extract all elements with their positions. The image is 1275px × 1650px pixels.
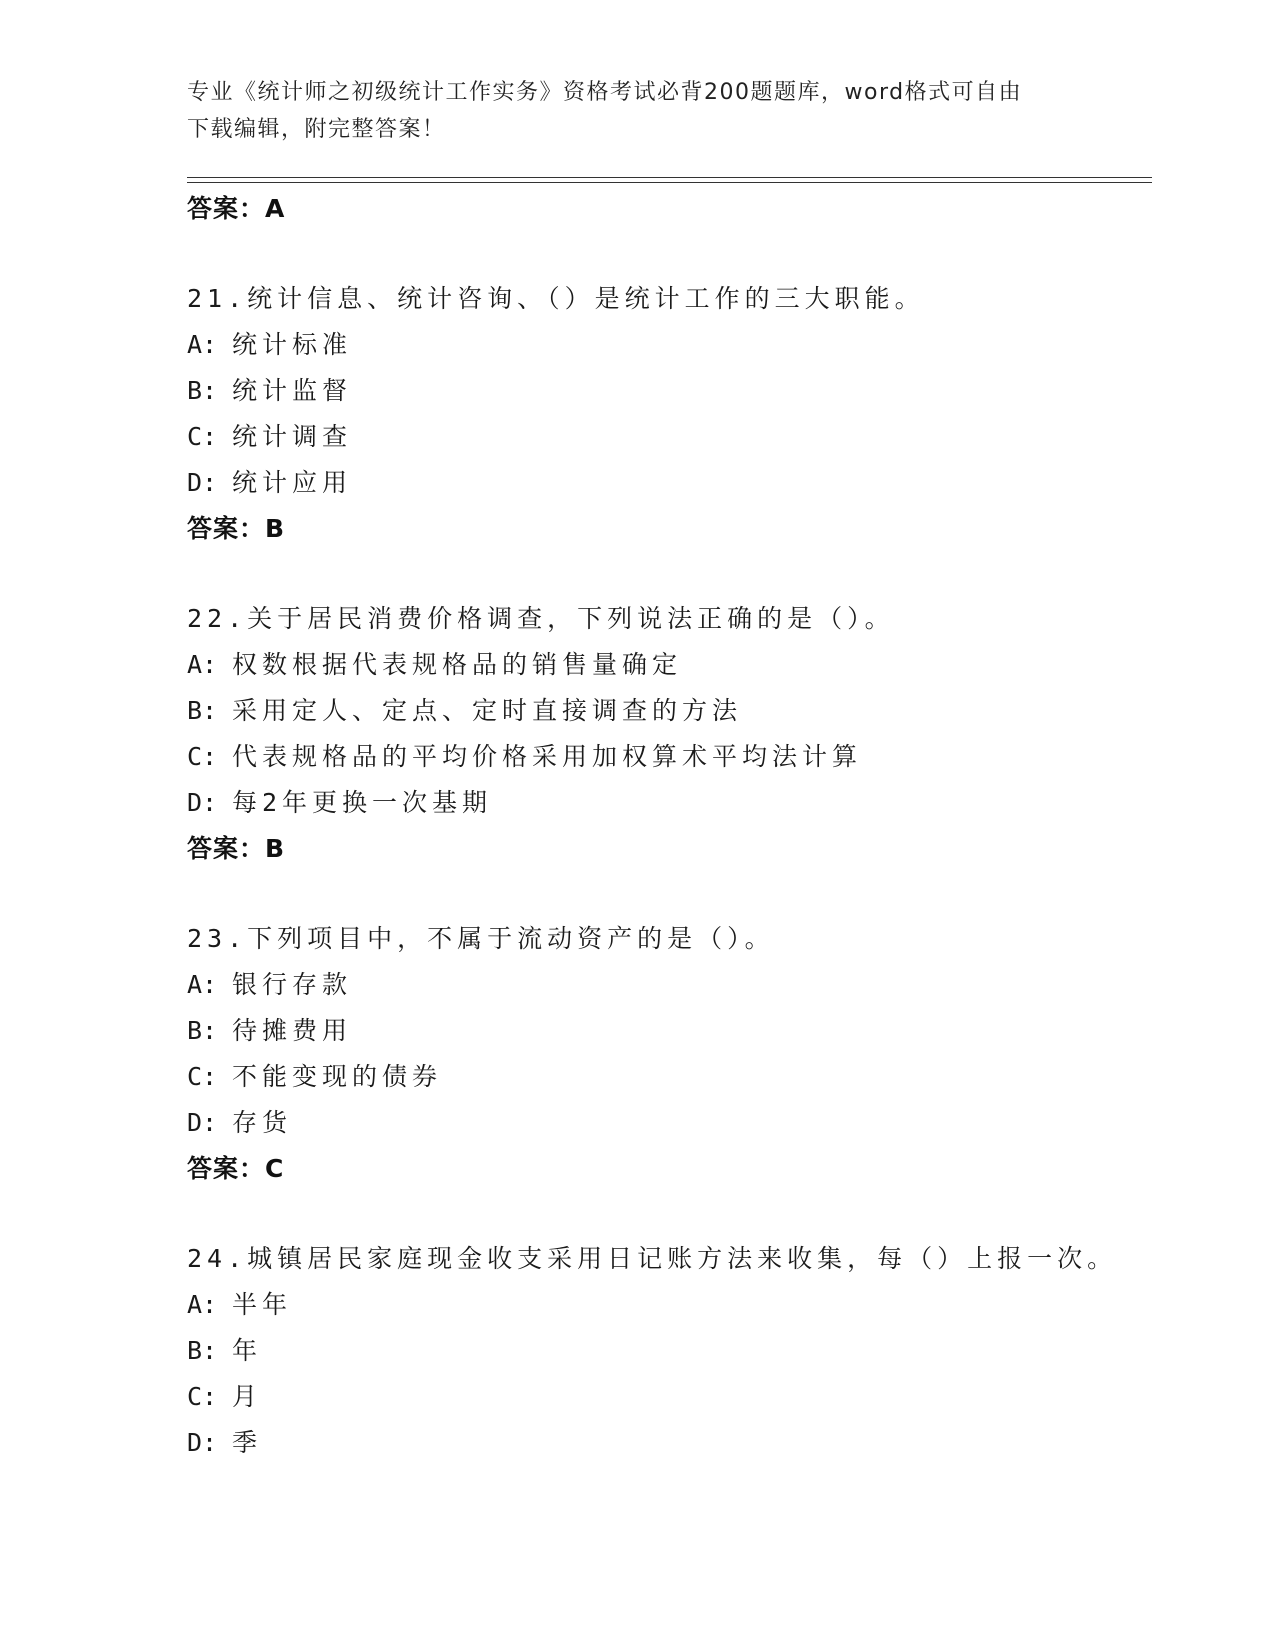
option-d [187,1420,1147,1466]
option-key: D: [187,788,218,817]
option-d [187,1100,1147,1146]
question-24 [187,1236,1147,1466]
option-c [187,734,1147,780]
option-text: 年 [232,1336,263,1365]
answer-line: 答案：C [187,1154,285,1183]
question-22 [187,596,1147,872]
previous-answer: 答案：A [187,194,286,223]
option-text: 统计监督 [232,376,353,405]
option-b [187,1328,1147,1374]
option-key: B: [187,376,218,405]
option-key: B: [187,696,218,725]
option-text: 不能变现的债券 [232,1062,443,1091]
option-a [187,962,1147,1008]
option-c [187,1054,1147,1100]
option-text: 权数根据代表规格品的销售量确定 [232,650,683,679]
option-text: 统计应用 [232,468,353,497]
option-text: 半年 [232,1290,293,1319]
header-line-2: 下载编辑，附完整答案！ [187,117,446,142]
answer-line: 答案：B [187,834,286,863]
option-text: 每2年更换一次基期 [232,788,493,817]
option-key: A: [187,650,218,679]
option-text: 代表规格品的平均价格采用加权算术平均法计算 [232,742,863,771]
option-b [187,368,1147,414]
question-list [187,186,1147,1466]
option-d [187,460,1147,506]
option-b [187,1008,1147,1054]
question-stem: 23.下列项目中，不属于流动资产的是（）。 [187,924,775,953]
header-line-1: 专业《统计师之初级统计工作实务》资格考试必背200题题库，word格式可自由 [187,80,1023,105]
option-a [187,322,1147,368]
option-text: 统计调查 [232,422,353,451]
option-text: 存货 [232,1108,293,1137]
option-key: A: [187,970,218,999]
option-text: 统计标准 [232,330,353,359]
option-key: D: [187,468,218,497]
question-stem: 21.统计信息、统计咨询、（）是统计工作的三大职能。 [187,284,925,313]
option-text: 银行存款 [232,970,353,999]
option-key: D: [187,1108,218,1137]
option-a [187,1282,1147,1328]
question-21 [187,276,1147,552]
option-text: 月 [232,1382,263,1411]
option-text: 季 [232,1428,263,1457]
option-a [187,642,1147,688]
option-key: A: [187,330,218,359]
option-key: B: [187,1336,218,1365]
option-text: 采用定人、定点、定时直接调查的方法 [232,696,743,725]
answer-line: 答案：B [187,514,286,543]
document-header [187,74,1067,148]
option-key: C: [187,1062,218,1091]
header-divider [187,177,1152,178]
option-text: 待摊费用 [232,1016,353,1045]
option-key: B: [187,1016,218,1045]
question-stem: 22.关于居民消费价格调查，下列说法正确的是（）。 [187,604,895,633]
option-c [187,1374,1147,1420]
option-key: A: [187,1290,218,1319]
option-key: C: [187,742,218,771]
option-key: C: [187,1382,218,1411]
option-b [187,688,1147,734]
option-key: D: [187,1428,218,1457]
question-stem: 24.城镇居民家庭现金收支采用日记账方法来收集，每（）上报一次。 [187,1244,1118,1273]
option-d [187,780,1147,826]
option-c [187,414,1147,460]
option-key: C: [187,422,218,451]
header-divider-double [187,182,1152,183]
question-23 [187,916,1147,1192]
